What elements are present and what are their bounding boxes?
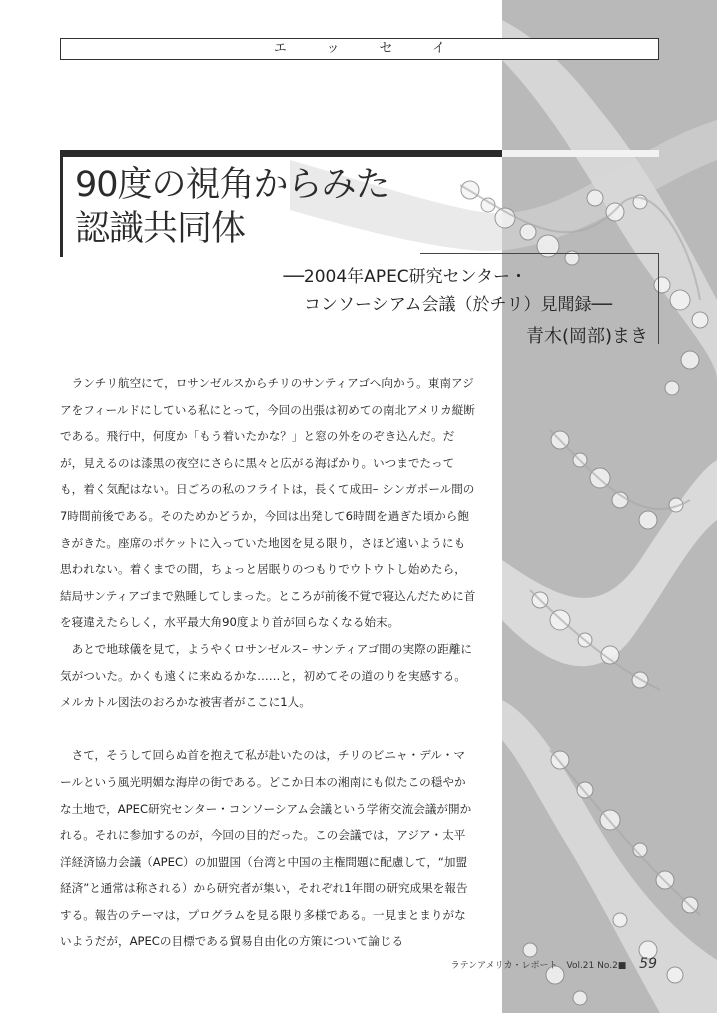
section-label: エッセイ xyxy=(60,38,659,60)
subtitle xyxy=(200,263,652,319)
paragraph-2: あとで地球儀を見て，ようやくロサンゼルス– サンティアゴ間の実際の距離に気がついた。かくも遠くに来ぬるかな……と，初めてその道のりを実感する。メルカトル図法のおろかな被害者がここに1人。 xyxy=(60,641,473,710)
subtitle-line-2: コンソーシアム会議（於チリ）見聞録── xyxy=(304,295,612,315)
page-title xyxy=(75,163,390,251)
page-footer xyxy=(451,956,657,972)
paragraph-3: さて，そうして回らぬ首を抱えて私が赴いたのは，チリのビニャ・デル・マールという風光明媚な海岸の街である。どこか日本の湘南にも似たこの穏やかな土地で，APEC研究センター・コンソーシアム会議という学術交流会議が開かれる。それに参加するのが，今回の目的だった。この会議では，アジア・太平洋経済協力会議（APEC）の加盟国（台湾と中国の主権問題に配慮して，“加盟経済”と通常は称される）から研究者が集い，それぞれ1年間の研究成果を報告する。報告のテーマは，プログラムを見る限り多様である。一見まとまりがないようだが，APECの目標である貿易自由化の方策について論じる xyxy=(60,748,472,949)
paragraph-1: ランチリ航空にて，ロサンゼルスからチリのサンティアゴへ向かう。東南アジアをフィールドにしている私にとって，今回の出張は初めての南北アメリカ縦断である。飛行中，何度か「もう着いたかな？」と窓の外をのぞき込んだ。だが，見えるのは漆黒の夜空にさらに黒々と広がる海ばかり。いつまでたっても，着く気配はない。日ごろの私のフライトは，長くて成田– シンガポール間の7時間前後である。そのためかどうか，今回は出発して6時間を過ぎた頃から飽きがきた。座席のポケットに入っていた地図を見る限り，さほど遠いようにも思われない。着くまでの間，ちょっと居眠りのつもりでウトウトし始めたら，結局サンティアゴまで熟睡してしまった。ところが前後不覚で寝込んだために首を寝違えたらしく，水平最大角90度より首が回らなくなる始末。 xyxy=(60,376,476,630)
subtitle-line-1: ──2004年APEC研究センター・ xyxy=(283,267,527,287)
title-line-1: 90度の視角からみた xyxy=(75,165,390,205)
author-name: 青木(岡部)まき xyxy=(525,326,648,347)
title-line-2: 認識共同体 xyxy=(75,209,246,249)
paragraph-gap xyxy=(60,716,476,743)
page-number: 59 xyxy=(639,956,657,972)
title-rule-light xyxy=(502,150,659,157)
title-rule xyxy=(60,150,502,157)
article-body xyxy=(60,370,476,955)
title-left-rule xyxy=(60,157,63,257)
title-box xyxy=(60,157,657,253)
journal-name: ラテンアメリカ・レポート Vol.21 No.2■ xyxy=(450,961,627,971)
